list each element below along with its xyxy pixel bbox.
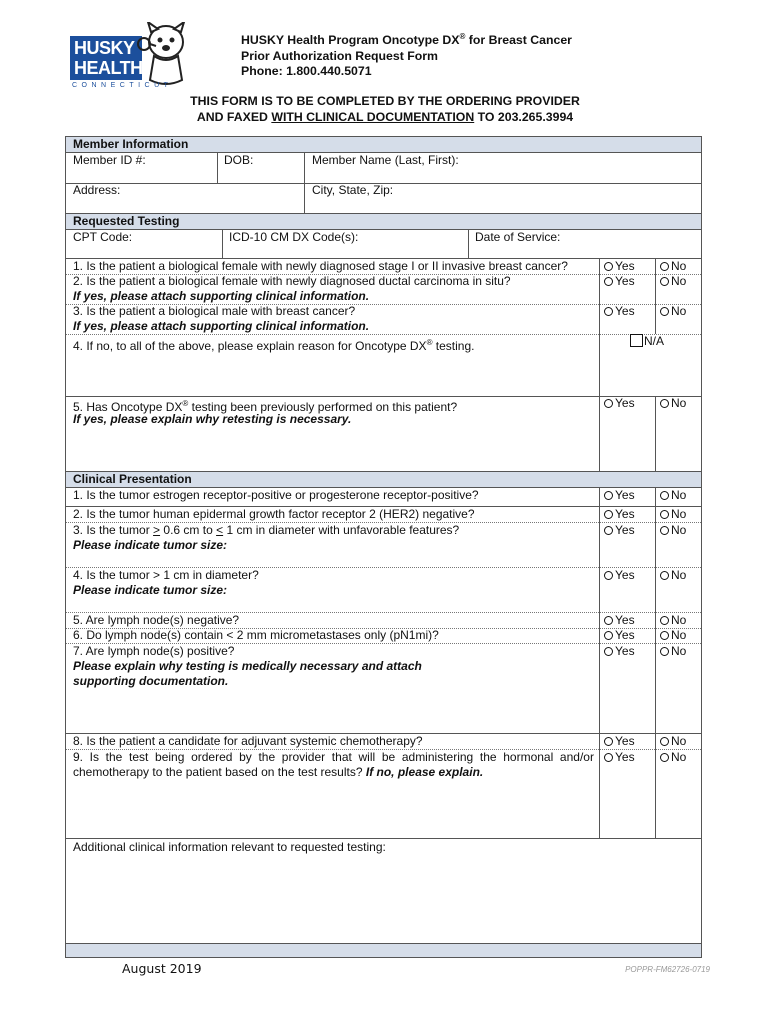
clinical-q2-no[interactable]: No	[660, 507, 686, 522]
city-state-zip-field[interactable]: City, State, Zip:	[312, 183, 394, 197]
prior-auth-form	[65, 136, 702, 958]
testing-q5-note: If yes, please explain why retesting is necessary.	[73, 412, 352, 426]
testing-q2: 2. Is the patient a biological female with newly diagnosed ductal carcinoma in situ?	[73, 274, 511, 288]
clinical-q1-no[interactable]: No	[660, 488, 686, 503]
clinical-q9-yes[interactable]: Yes	[604, 750, 635, 765]
form-instructions: THIS FORM IS TO BE COMPLETED BY THE ORDERING PROVIDER AND FAXED WITH CLINICAL DOCUMENTATION TO 203.265.3994	[190, 94, 580, 124]
clinical-q4-no[interactable]: No	[660, 568, 686, 583]
clinical-q5-no[interactable]: No	[660, 613, 686, 628]
additional-info-field[interactable]	[73, 857, 693, 937]
radio-icon	[660, 491, 669, 500]
clinical-q2-yes[interactable]: Yes	[604, 507, 635, 522]
clinical-q5: 5. Are lymph node(s) negative?	[73, 613, 240, 627]
checkbox-icon	[630, 334, 643, 347]
clinical-q1-yes[interactable]: Yes	[604, 488, 635, 503]
radio-icon	[660, 616, 669, 625]
radio-icon	[604, 571, 613, 580]
radio-icon	[660, 647, 669, 656]
radio-icon	[604, 262, 613, 271]
clinical-q9-line1: 9. Is the test being ordered by the provider that will be administering the hormonal and/or	[73, 750, 594, 764]
clinical-q4-note: Please indicate tumor size:	[73, 583, 228, 597]
clinical-q5-yes[interactable]: Yes	[604, 613, 635, 628]
testing-q3-yes[interactable]: Yes	[604, 304, 635, 319]
icd10-code-field[interactable]: ICD-10 CM DX Code(s):	[229, 230, 359, 244]
radio-icon	[660, 277, 669, 286]
radio-icon	[604, 510, 613, 519]
clinical-q7-note-line2: supporting documentation.	[73, 674, 229, 688]
testing-q3-no[interactable]: No	[660, 304, 686, 319]
address-field[interactable]: Address:	[73, 183, 121, 197]
testing-q2-yes[interactable]: Yes	[604, 274, 635, 289]
testing-q4: 4. If no, to all of the above, please explain reason for Oncotype DX® testing.	[73, 338, 475, 353]
radio-icon	[604, 737, 613, 746]
form-phone: Phone: 1.800.440.5071	[241, 64, 372, 79]
testing-q5-yes[interactable]: Yes	[604, 396, 635, 411]
radio-icon	[660, 753, 669, 762]
radio-icon	[660, 399, 669, 408]
clinical-q7: 7. Are lymph node(s) positive?	[73, 644, 235, 658]
footer-form-code: POPPR-FM62726-0719	[625, 965, 710, 974]
radio-icon	[660, 262, 669, 271]
clinical-q2: 2. Is the tumor human epidermal growth factor receptor 2 (HER2) negative?	[73, 507, 475, 521]
husky-mascot-icon	[136, 22, 198, 88]
form-footer-bar	[66, 944, 701, 957]
testing-q1-no[interactable]: No	[660, 259, 686, 274]
testing-q5: 5. Has Oncotype DX® testing been previously performed on this patient?	[73, 399, 458, 414]
radio-icon	[604, 753, 613, 762]
logo-line1: HUSKY	[74, 38, 135, 58]
radio-icon	[604, 277, 613, 286]
clinical-q8-yes[interactable]: Yes	[604, 734, 635, 749]
radio-icon	[604, 526, 613, 535]
clinical-q3-no[interactable]: No	[660, 523, 686, 538]
radio-icon	[604, 647, 613, 656]
radio-icon	[604, 399, 613, 408]
footer-date: August 2019	[122, 961, 202, 976]
radio-icon	[604, 307, 613, 316]
testing-q1-yes[interactable]: Yes	[604, 259, 635, 274]
clinical-q3-yes[interactable]: Yes	[604, 523, 635, 538]
testing-q2-note: If yes, please attach supporting clinical information.	[73, 289, 370, 303]
clinical-q9-no[interactable]: No	[660, 750, 686, 765]
clinical-q7-no[interactable]: No	[660, 644, 686, 659]
form-header	[241, 29, 572, 80]
clinical-q6-no[interactable]: No	[660, 628, 686, 643]
member-id-field[interactable]: Member ID #:	[73, 153, 146, 167]
testing-q2-no[interactable]: No	[660, 274, 686, 289]
radio-icon	[604, 631, 613, 640]
radio-icon	[604, 491, 613, 500]
additional-info-label: Additional clinical information relevant to requested testing:	[73, 840, 386, 854]
section-clinical-presentation: Clinical Presentation	[66, 472, 701, 487]
radio-icon	[660, 526, 669, 535]
logo-subtitle: CONNECTICUT	[72, 82, 173, 89]
testing-q5-no[interactable]: No	[660, 396, 686, 411]
testing-q4-explanation[interactable]	[73, 352, 593, 392]
clinical-q7-note-line1: Please explain why testing is medically necessary and attach	[73, 659, 422, 673]
clinical-q6: 6. Do lymph node(s) contain < 2 mm micrometastases only (pN1mi)?	[73, 628, 439, 642]
form-subtitle: Prior Authorization Request Form	[241, 48, 438, 63]
section-requested-testing: Requested Testing	[66, 214, 701, 229]
clinical-q6-yes[interactable]: Yes	[604, 628, 635, 643]
date-of-service-field[interactable]: Date of Service:	[475, 230, 561, 244]
testing-q4-na[interactable]: N/A	[630, 334, 664, 349]
radio-icon	[604, 616, 613, 625]
form-title: HUSKY Health Program Oncotype DX® for Breast Cancer	[241, 32, 572, 48]
testing-q3: 3. Is the patient a biological male with breast cancer?	[73, 304, 356, 318]
clinical-q3-note: Please indicate tumor size:	[73, 538, 228, 552]
clinical-q7-yes[interactable]: Yes	[604, 644, 635, 659]
dob-field[interactable]: DOB:	[224, 153, 254, 167]
clinical-q8-no[interactable]: No	[660, 734, 686, 749]
logo-wordmark	[70, 36, 142, 80]
radio-icon	[660, 631, 669, 640]
cpt-code-field[interactable]: CPT Code:	[73, 230, 133, 244]
testing-q3-note: If yes, please attach supporting clinical information.	[73, 319, 370, 333]
radio-icon	[660, 571, 669, 580]
radio-icon	[660, 737, 669, 746]
husky-health-logo	[70, 22, 200, 92]
radio-icon	[660, 307, 669, 316]
radio-icon	[660, 510, 669, 519]
clinical-q1: 1. Is the tumor estrogen receptor-positive or progesterone receptor-positive?	[73, 488, 479, 502]
clinical-q9-line2: chemotherapy to the patient based on the test results? If no, please explain.	[73, 765, 484, 779]
logo-line2: HEALTH	[74, 58, 143, 78]
section-member-information: Member Information	[66, 137, 701, 152]
clinical-q4-yes[interactable]: Yes	[604, 568, 635, 583]
testing-q1: 1. Is the patient a biological female with newly diagnosed stage I or II invasive breast cancer?	[73, 259, 568, 273]
clinical-q8: 8. Is the patient a candidate for adjuvant systemic chemotherapy?	[73, 734, 423, 748]
member-name-field[interactable]: Member Name (Last, First):	[312, 153, 459, 167]
clinical-q4: 4. Is the tumor > 1 cm in diameter?	[73, 568, 259, 582]
clinical-q3: 3. Is the tumor > 0.6 cm to < 1 cm in diameter with unfavorable features?	[73, 523, 460, 537]
